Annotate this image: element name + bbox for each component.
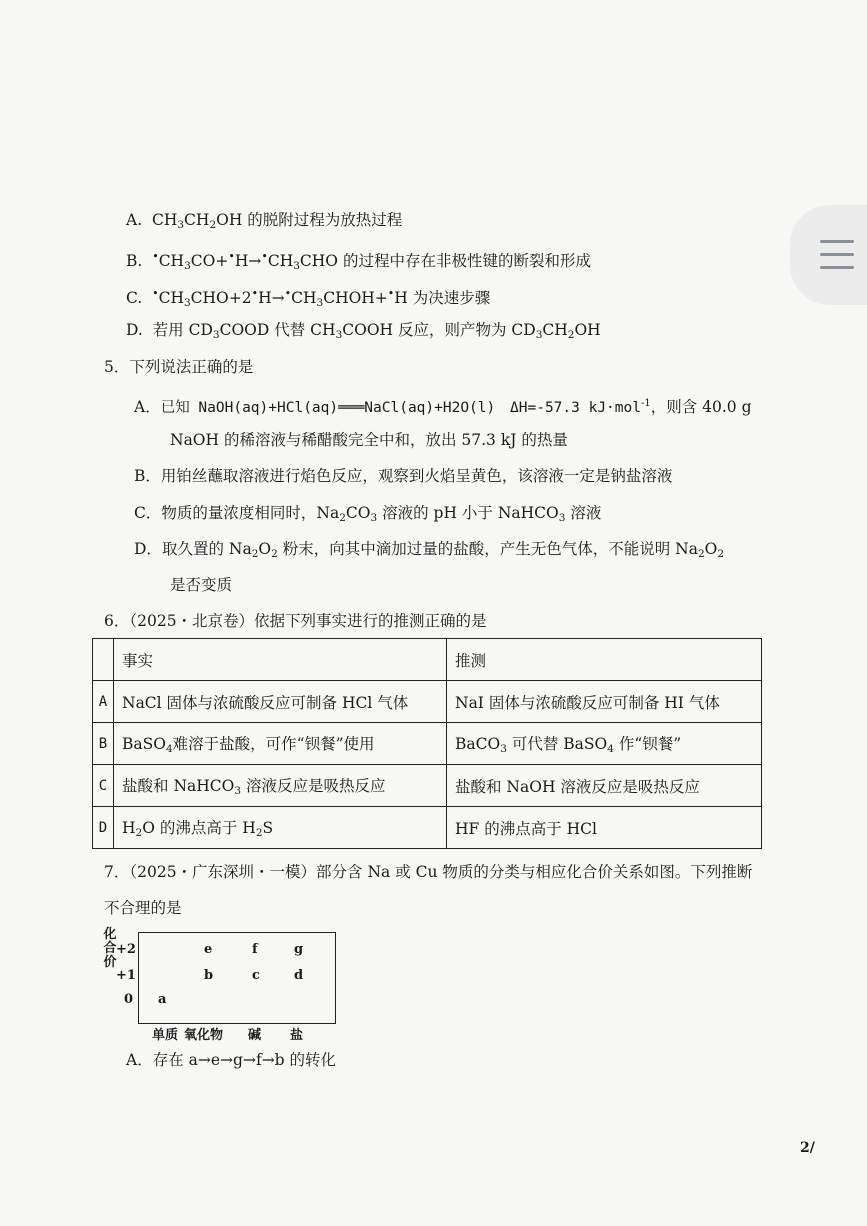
q7-stem-cont: 不合理的是 — [104, 899, 182, 917]
row-inference: HF 的沸点高于 HCl — [447, 807, 762, 849]
q4-option-d: D. 若用 $CD_3COOD$ 代替 $CH_3COOH$ 反应，则产物为 $CD_3CH_2OH$ — [126, 321, 601, 341]
table-corner-cell — [93, 639, 114, 681]
table-row — [93, 681, 762, 723]
row-key: A — [93, 681, 114, 723]
q5-option-b: B．用铂丝蘸取溶液进行焰色反应，观察到火焰呈黄色，该溶液一定是钠盐溶液 — [134, 467, 673, 485]
point-d: d — [294, 968, 304, 983]
x-category-label: 氧化物 — [184, 1028, 224, 1043]
q4-option-b: B. $^•CH_3CO+^•H\to^•CH_3CHO$ 的过程中存在非极性键的断裂和形成 — [126, 250, 591, 272]
point-f: f — [252, 942, 258, 957]
q5-option-a-cont: NaOH 的稀溶液与稀醋酸完全中和，放出 57.3 kJ 的热量 — [170, 431, 568, 449]
row-inference: BaCO$_3$ 可代替 BaSO$_4$ 作“钡餐” — [447, 723, 762, 765]
q5-option-d-cont: 是否变质 — [170, 576, 233, 594]
valence-diagram — [100, 926, 360, 1044]
y-tick-label: +1 — [116, 968, 136, 983]
q5-stem: 5．下列说法正确的是 — [104, 358, 254, 376]
point-b: b — [204, 968, 214, 983]
table-header-row — [93, 639, 762, 681]
x-category-label: 碱 — [248, 1028, 262, 1043]
row-fact: 盐酸和 NaHCO$_3$ 溶液反应是吸热反应 — [114, 765, 447, 807]
y-axis-label: 化合价 — [103, 927, 117, 970]
table-row — [93, 807, 762, 849]
row-fact: NaCl 固体与浓硫酸反应可制备 HCl 气体 — [114, 681, 447, 723]
facts-table — [92, 638, 762, 849]
point-c: c — [252, 968, 260, 983]
diagram-frame — [138, 932, 336, 1024]
row-key: C — [93, 765, 114, 807]
y-tick-label: 0 — [124, 992, 134, 1007]
row-inference: 盐酸和 NaOH 溶液反应是吸热反应 — [447, 765, 762, 807]
row-inference: NaI 固体与浓硫酸反应可制备 HI 气体 — [447, 681, 762, 723]
q6-stem: 6．（2025・北京卷）依据下列事实进行的推测正确的是 — [104, 612, 487, 630]
x-category-label: 盐 — [290, 1028, 304, 1043]
q5-option-a: A．已知 NaOH(aq)+HCl(aq)═══NaCl(aq)+H2O(l) ΔH=-57.3 kJ·mol$^{-1}$，则含 40.0 g — [134, 398, 752, 416]
q5-option-c: C．物质的量浓度相同时，$Na_2CO_3$ 溶液的 pH 小于 NaHCO$_3$ 溶液 — [134, 504, 602, 524]
q7-option-a: A．存在 a→e→g→f→b 的转化 — [126, 1051, 337, 1069]
header-fact: 事实 — [114, 639, 447, 681]
point-g: g — [294, 942, 304, 957]
row-key: D — [93, 807, 114, 849]
x-category-label: 单质 — [152, 1028, 179, 1043]
q5-option-d: D．取久置的 $Na_2O_2$ 粉末，向其中滴加过量的盐酸，产生无色气体，不能说明 $Na_2O_2$ — [134, 540, 725, 560]
header-inference: 推测 — [447, 639, 762, 681]
table-row — [93, 765, 762, 807]
q4-option-a: A. $CH_3CH_2OH$ 的脱附过程为放热过程 — [126, 211, 403, 231]
q4-option-c: C. $^•CH_3CHO+2^•H\to^•CH_3CHOH+^•H$ 为决速步骤 — [126, 287, 491, 309]
y-tick-label: +2 — [116, 942, 136, 957]
point-e: e — [204, 942, 213, 957]
page-number: 2/ — [800, 1140, 815, 1156]
row-fact: $H_2O$ 的沸点高于 $H_2S$ — [114, 807, 447, 849]
point-a: a — [158, 992, 167, 1007]
table-row — [93, 723, 762, 765]
menu-button[interactable] — [790, 205, 867, 305]
row-key: B — [93, 723, 114, 765]
q7-stem: 7．（2025・广东深圳・一模）部分含 Na 或 Cu 物质的分类与相应化合价关系如图。下列推断 — [104, 863, 753, 881]
row-fact: BaSO$_4$难溶于盐酸，可作“钡餐”使用 — [114, 723, 447, 765]
